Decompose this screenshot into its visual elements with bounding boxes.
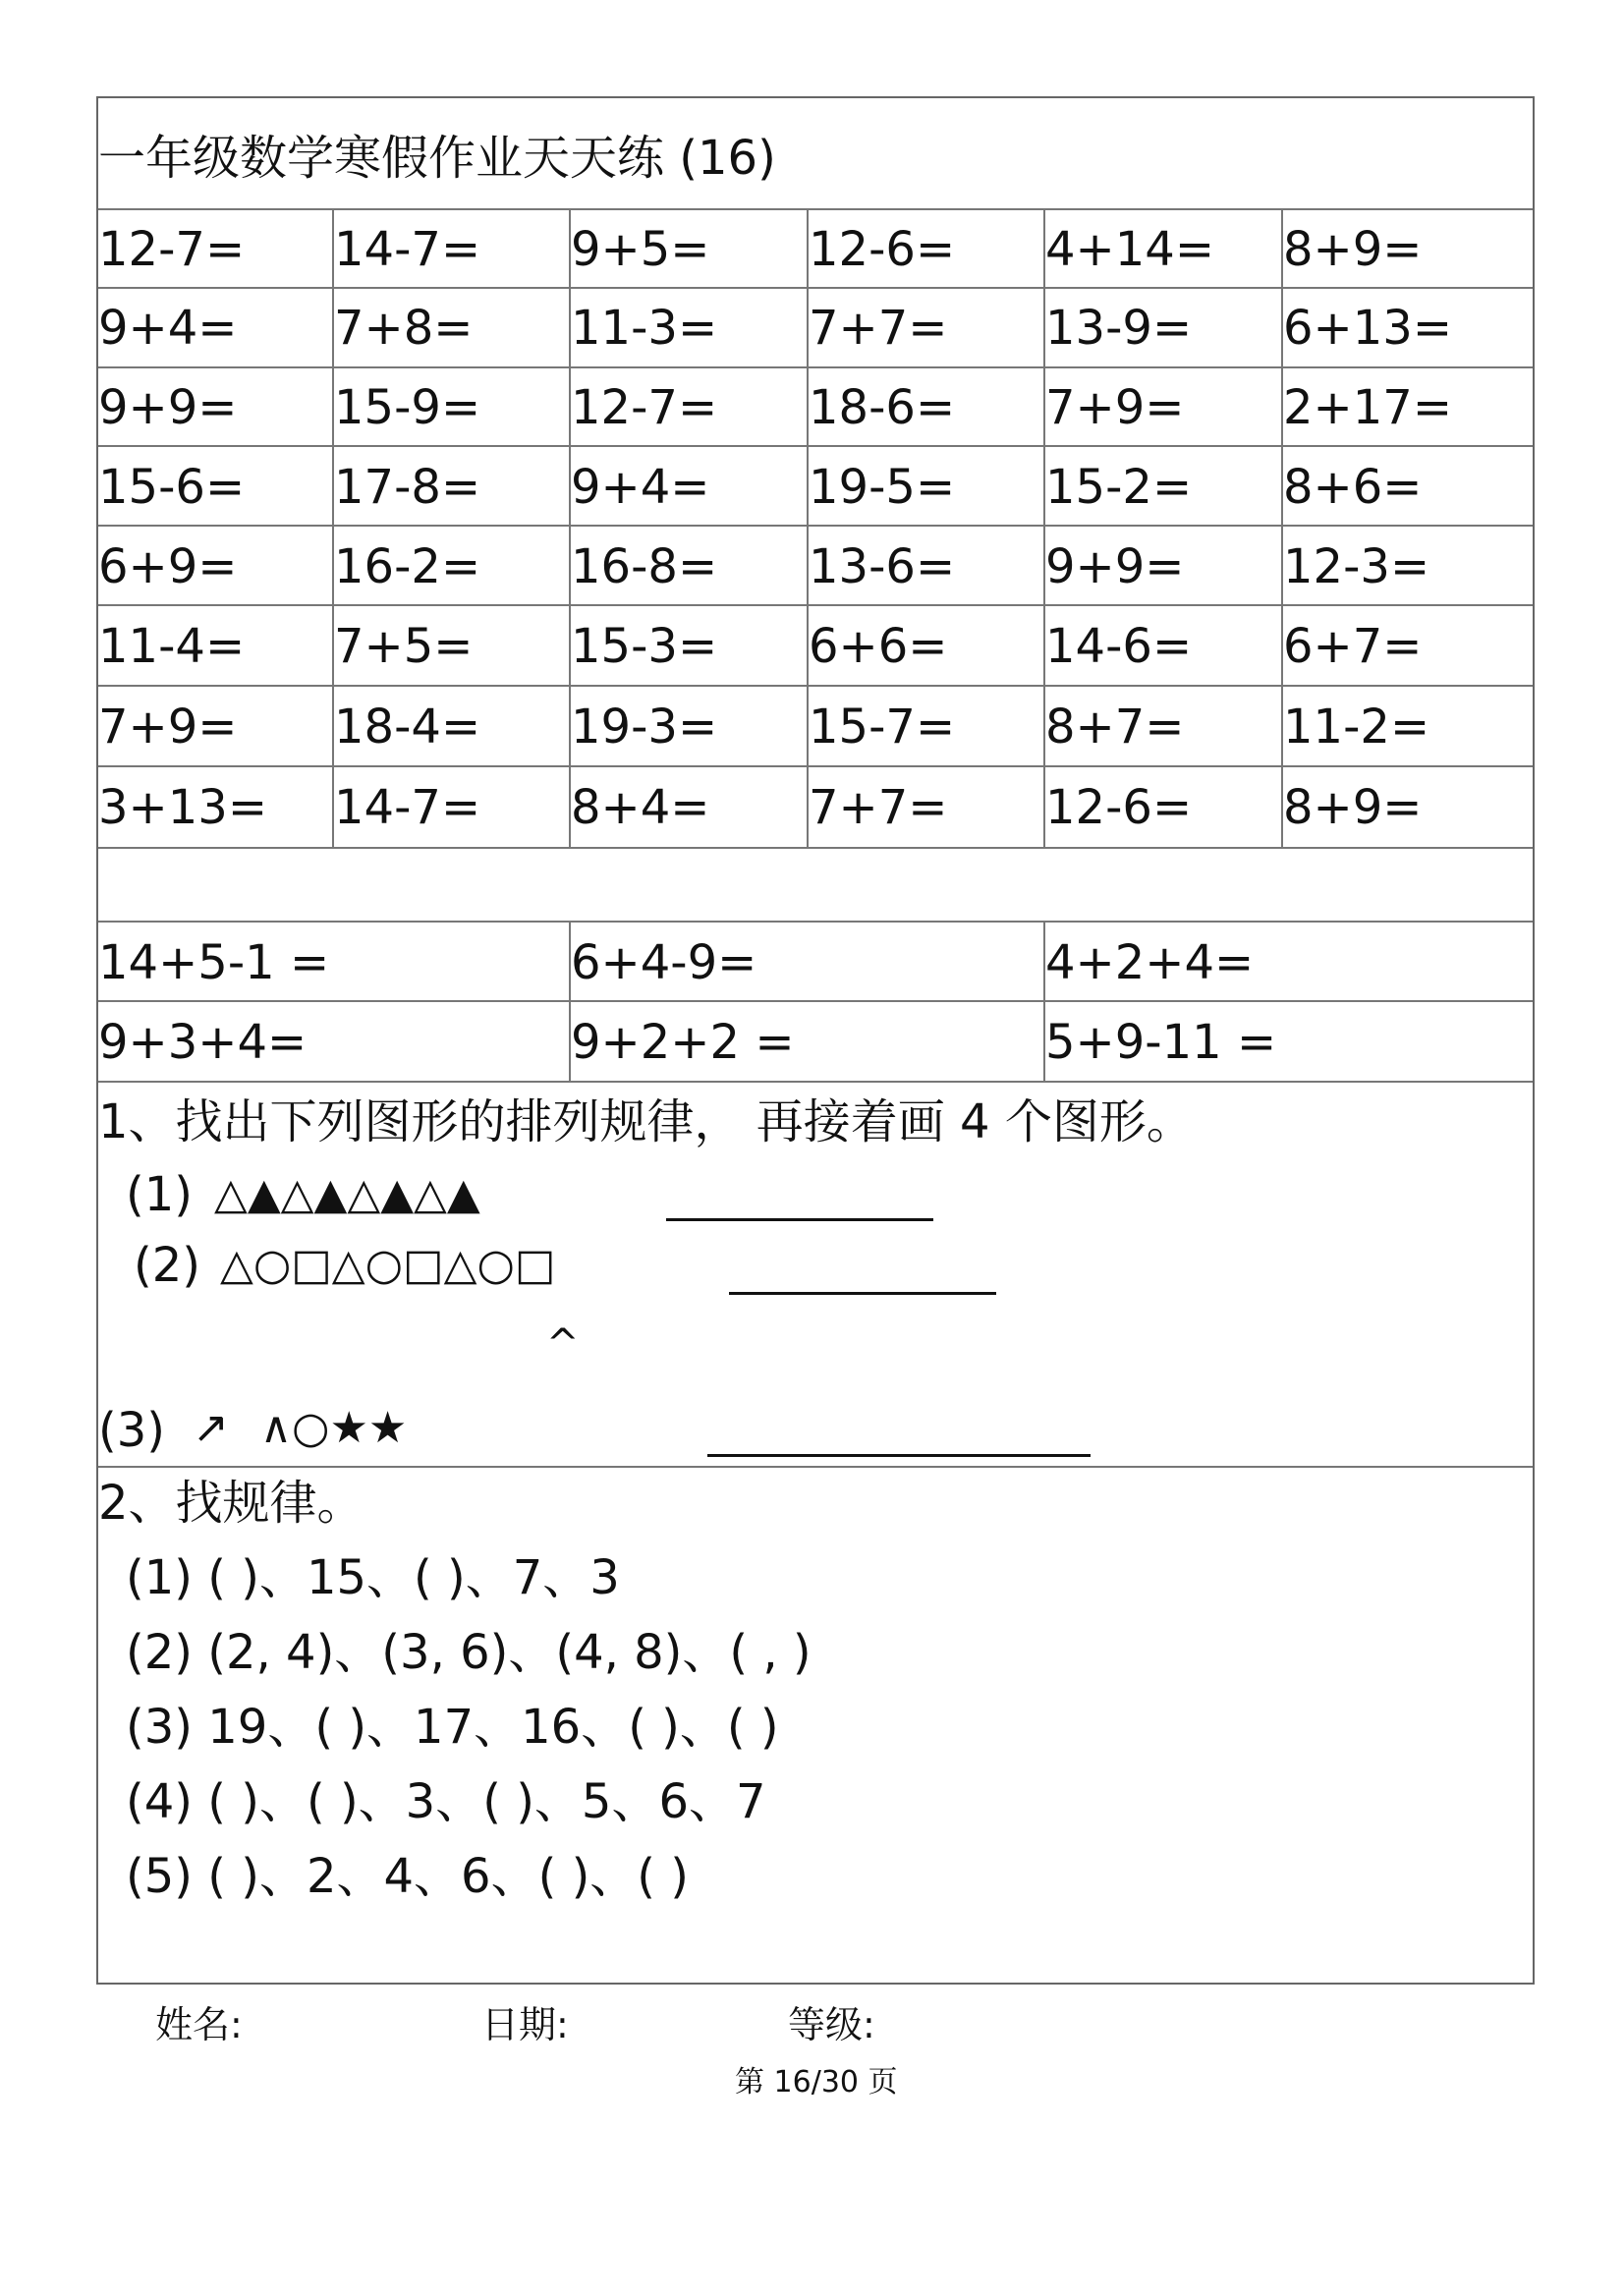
- problem-cell: 8+7=: [1045, 700, 1185, 755]
- name-label: 姓名:: [155, 2003, 243, 2046]
- problem-cell: 15-7=: [809, 700, 956, 755]
- problem-cell: 11-3=: [571, 301, 718, 356]
- problem-cell: 14-7=: [334, 780, 481, 835]
- divider: [98, 366, 1533, 368]
- problem-cell: 11-4=: [98, 619, 246, 674]
- answer-blank[interactable]: [666, 1218, 933, 1221]
- divider: [98, 525, 1533, 527]
- problem-cell: 16-2=: [334, 539, 481, 594]
- section-heading: 2、找规律。: [98, 1476, 364, 1531]
- item-label: (1): [126, 1167, 193, 1222]
- divider: [98, 765, 1533, 767]
- problem-cell: 19-5=: [809, 460, 956, 515]
- problem-cell: 18-6=: [809, 380, 956, 435]
- problem-cell: 14+5-1 =: [98, 935, 330, 990]
- problem-cell: 12-7=: [98, 222, 246, 277]
- divider: [98, 1466, 1533, 1468]
- problem-cell: 14-6=: [1045, 619, 1193, 674]
- problem-cell: 7+9=: [1045, 380, 1185, 435]
- problem-cell: 9+9=: [1045, 539, 1185, 594]
- problem-cell: 6+4-9=: [571, 935, 757, 990]
- problem-cell: 14-7=: [334, 222, 481, 277]
- pattern-item: (1) ( )、15、( )、7、3: [126, 1550, 620, 1605]
- divider: [98, 685, 1533, 687]
- problem-cell: 18-4=: [334, 700, 481, 755]
- problem-cell: 8+6=: [1283, 460, 1423, 515]
- item-label: (2): [134, 1238, 200, 1293]
- page-title: 一年级数学寒假作业天天练 (16): [98, 131, 776, 186]
- problem-cell: 9+2+2 =: [571, 1015, 795, 1070]
- divider: [98, 287, 1533, 289]
- answer-blank[interactable]: [729, 1292, 996, 1295]
- problem-cell: 6+6=: [809, 619, 948, 674]
- divider: [98, 445, 1533, 447]
- problem-cell: 7+9=: [98, 700, 238, 755]
- problem-cell: 12-7=: [571, 380, 718, 435]
- problem-cell: 7+7=: [809, 780, 948, 835]
- date-label: 日期:: [481, 2003, 569, 2046]
- section-heading: 1、找出下列图形的排列规律， 再接着画 4 个图形。: [98, 1094, 1194, 1149]
- problem-cell: 7+5=: [334, 619, 474, 674]
- problem-cell: 12-3=: [1283, 539, 1430, 594]
- divider: [98, 1081, 1533, 1083]
- problem-cell: 19-3=: [571, 700, 718, 755]
- pattern-item: (2) (2, 4)、(3, 6)、(4, 8)、( , ): [126, 1625, 812, 1680]
- problem-cell: 7+8=: [334, 301, 474, 356]
- problem-cell: 12-6=: [1045, 780, 1193, 835]
- problem-cell: 15-6=: [98, 460, 246, 515]
- problem-cell: 9+5=: [571, 222, 710, 277]
- problem-cell: 15-2=: [1045, 460, 1193, 515]
- problem-cell: 12-6=: [809, 222, 956, 277]
- problem-cell: 8+9=: [1283, 222, 1423, 277]
- problem-cell: 6+13=: [1283, 301, 1453, 356]
- problem-cell: 8+9=: [1283, 780, 1423, 835]
- problem-cell: 17-8=: [334, 460, 481, 515]
- problem-cell: 5+9-11 =: [1045, 1015, 1277, 1070]
- worksheet-frame: [96, 96, 1535, 1985]
- problem-cell: 9+9=: [98, 380, 238, 435]
- shape-sequence: △○□△○□△○□: [220, 1240, 556, 1290]
- answer-blank[interactable]: [707, 1454, 1091, 1457]
- shape-sequence: △▲△▲△▲△▲: [214, 1169, 480, 1219]
- divider: [98, 847, 1533, 849]
- problem-cell: 9+4=: [98, 301, 238, 356]
- divider: [98, 604, 1533, 606]
- problem-cell: 15-3=: [571, 619, 718, 674]
- divider: [98, 1000, 1533, 1002]
- problem-cell: 7+7=: [809, 301, 948, 356]
- problem-cell: 13-6=: [809, 539, 956, 594]
- item-label: (3): [98, 1403, 165, 1458]
- problem-cell: 4+2+4=: [1045, 935, 1255, 990]
- page-number: 第 16/30 页: [735, 2065, 898, 2099]
- problem-cell: 6+9=: [98, 539, 238, 594]
- caret-mark: ^: [546, 1321, 580, 1367]
- divider: [98, 921, 1533, 923]
- problem-cell: 13-9=: [1045, 301, 1193, 356]
- pattern-item: (5) ( )、2、4、6、( )、( ): [126, 1849, 690, 1904]
- problem-cell: 2+17=: [1283, 380, 1453, 435]
- problem-cell: 11-2=: [1283, 700, 1430, 755]
- pattern-item: (4) ( )、( )、3、( )、5、6、7: [126, 1774, 766, 1829]
- problem-cell: 8+4=: [571, 780, 710, 835]
- problem-cell: 15-9=: [334, 380, 481, 435]
- grade-label: 等级:: [788, 2003, 875, 2046]
- shape-sequence: ↗ ∧○★★: [193, 1403, 408, 1453]
- problem-cell: 6+7=: [1283, 619, 1423, 674]
- problem-cell: 16-8=: [571, 539, 718, 594]
- problem-cell: 9+4=: [571, 460, 710, 515]
- divider: [98, 208, 1533, 210]
- problem-cell: 9+3+4=: [98, 1015, 308, 1070]
- problem-cell: 3+13=: [98, 780, 268, 835]
- pattern-item: (3) 19、( )、17、16、( )、( ): [126, 1700, 779, 1755]
- problem-cell: 4+14=: [1045, 222, 1215, 277]
